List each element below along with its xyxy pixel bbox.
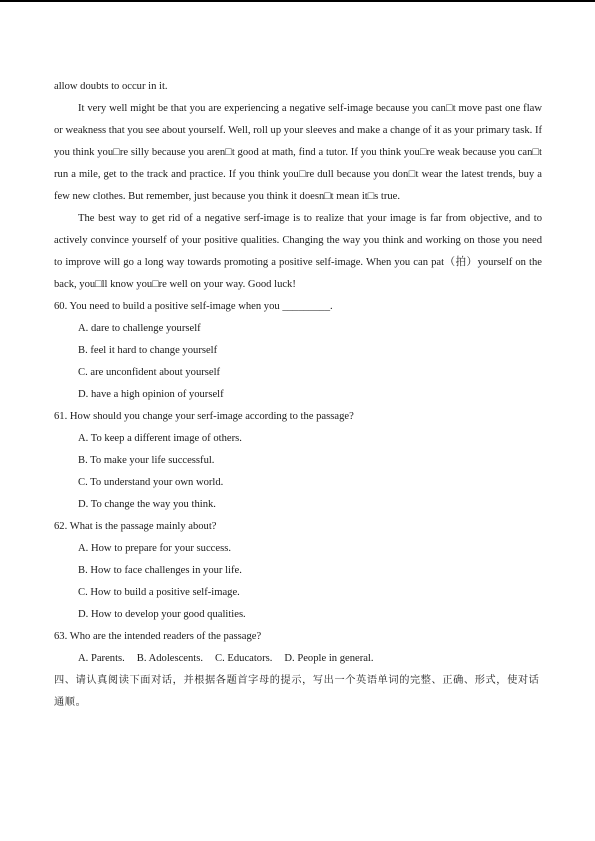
- question-60-stem: 60. You need to build a positive self-image when you _________.: [54, 301, 333, 312]
- question-62-stem: 62. What is the passage mainly about?: [54, 521, 217, 532]
- document-page: [54, 76, 542, 714]
- question-61-option-c: C. To understand your own world.: [78, 477, 224, 488]
- question-62-option-b: B. How to face challenges in your life.: [78, 565, 242, 576]
- passage-paragraph-3: The best way to get rid of a negative serf-image is to realize that your image is far from objective, and to actively convince yourself of your positive qualities. Changing the way you think and working on those you need to improve will go a long way towards promoting a positive self-image. When you can pat（拍）yourself on the back, you□ll know you□re well on your way. Good luck!: [54, 213, 542, 290]
- question-60-option-c: C. are unconfident about yourself: [78, 367, 221, 378]
- question-60-option-d: D. have a high opinion of yourself: [78, 389, 224, 400]
- section-4-instructions: 四、请认真阅读下面对话，并根据各题首字母的提示，写出一个英语单词的完整、正确、形式，使对话通顺。: [54, 675, 540, 708]
- question-60-option-a: A. dare to challenge yourself: [78, 323, 201, 334]
- question-62-option-d: D. How to develop your good qualities.: [78, 609, 246, 620]
- page-top-rule: [0, 0, 595, 2]
- question-63-option-a: A. Parents.: [78, 653, 125, 664]
- question-63-option-b: B. Adolescents.: [136, 653, 204, 664]
- question-61-stem: 61. How should you change your serf-image according to the passage?: [54, 411, 354, 422]
- question-61-option-d: D. To change the way you think.: [78, 499, 216, 510]
- question-63-stem: 63. Who are the intended readers of the passage?: [54, 631, 262, 642]
- question-63-option-d: D. People in general.: [284, 653, 374, 664]
- question-61-option-a: A. To keep a different image of others.: [78, 433, 242, 444]
- question-61-option-b: B. To make your life successful.: [78, 455, 215, 466]
- question-62-option-a: A. How to prepare for your success.: [78, 543, 231, 554]
- passage-paragraph-end: allow doubts to occur in it.: [54, 81, 168, 92]
- passage-paragraph-2: It very well might be that you are experiencing a negative self-image because you can□t move past one flaw or weakness that you see about yourself. Well, roll up your sleeves and make a change of it as your primary task. If you think you□re silly because you aren□t good at math, find a tutor. If you think you□re weak because you can□t run a mile, get to the track and practice. If you think you□re dull because you don□t wear the latest trends, buy a few new clothes. But remember, just because you think it doesn□t mean it□s true.: [54, 103, 542, 202]
- question-60-option-b: B. feel it hard to change yourself: [78, 345, 218, 356]
- question-62-option-c: C. How to build a positive self-image.: [78, 587, 240, 598]
- question-63-option-c: C. Educators.: [215, 653, 273, 664]
- question-63-options: [78, 648, 542, 670]
